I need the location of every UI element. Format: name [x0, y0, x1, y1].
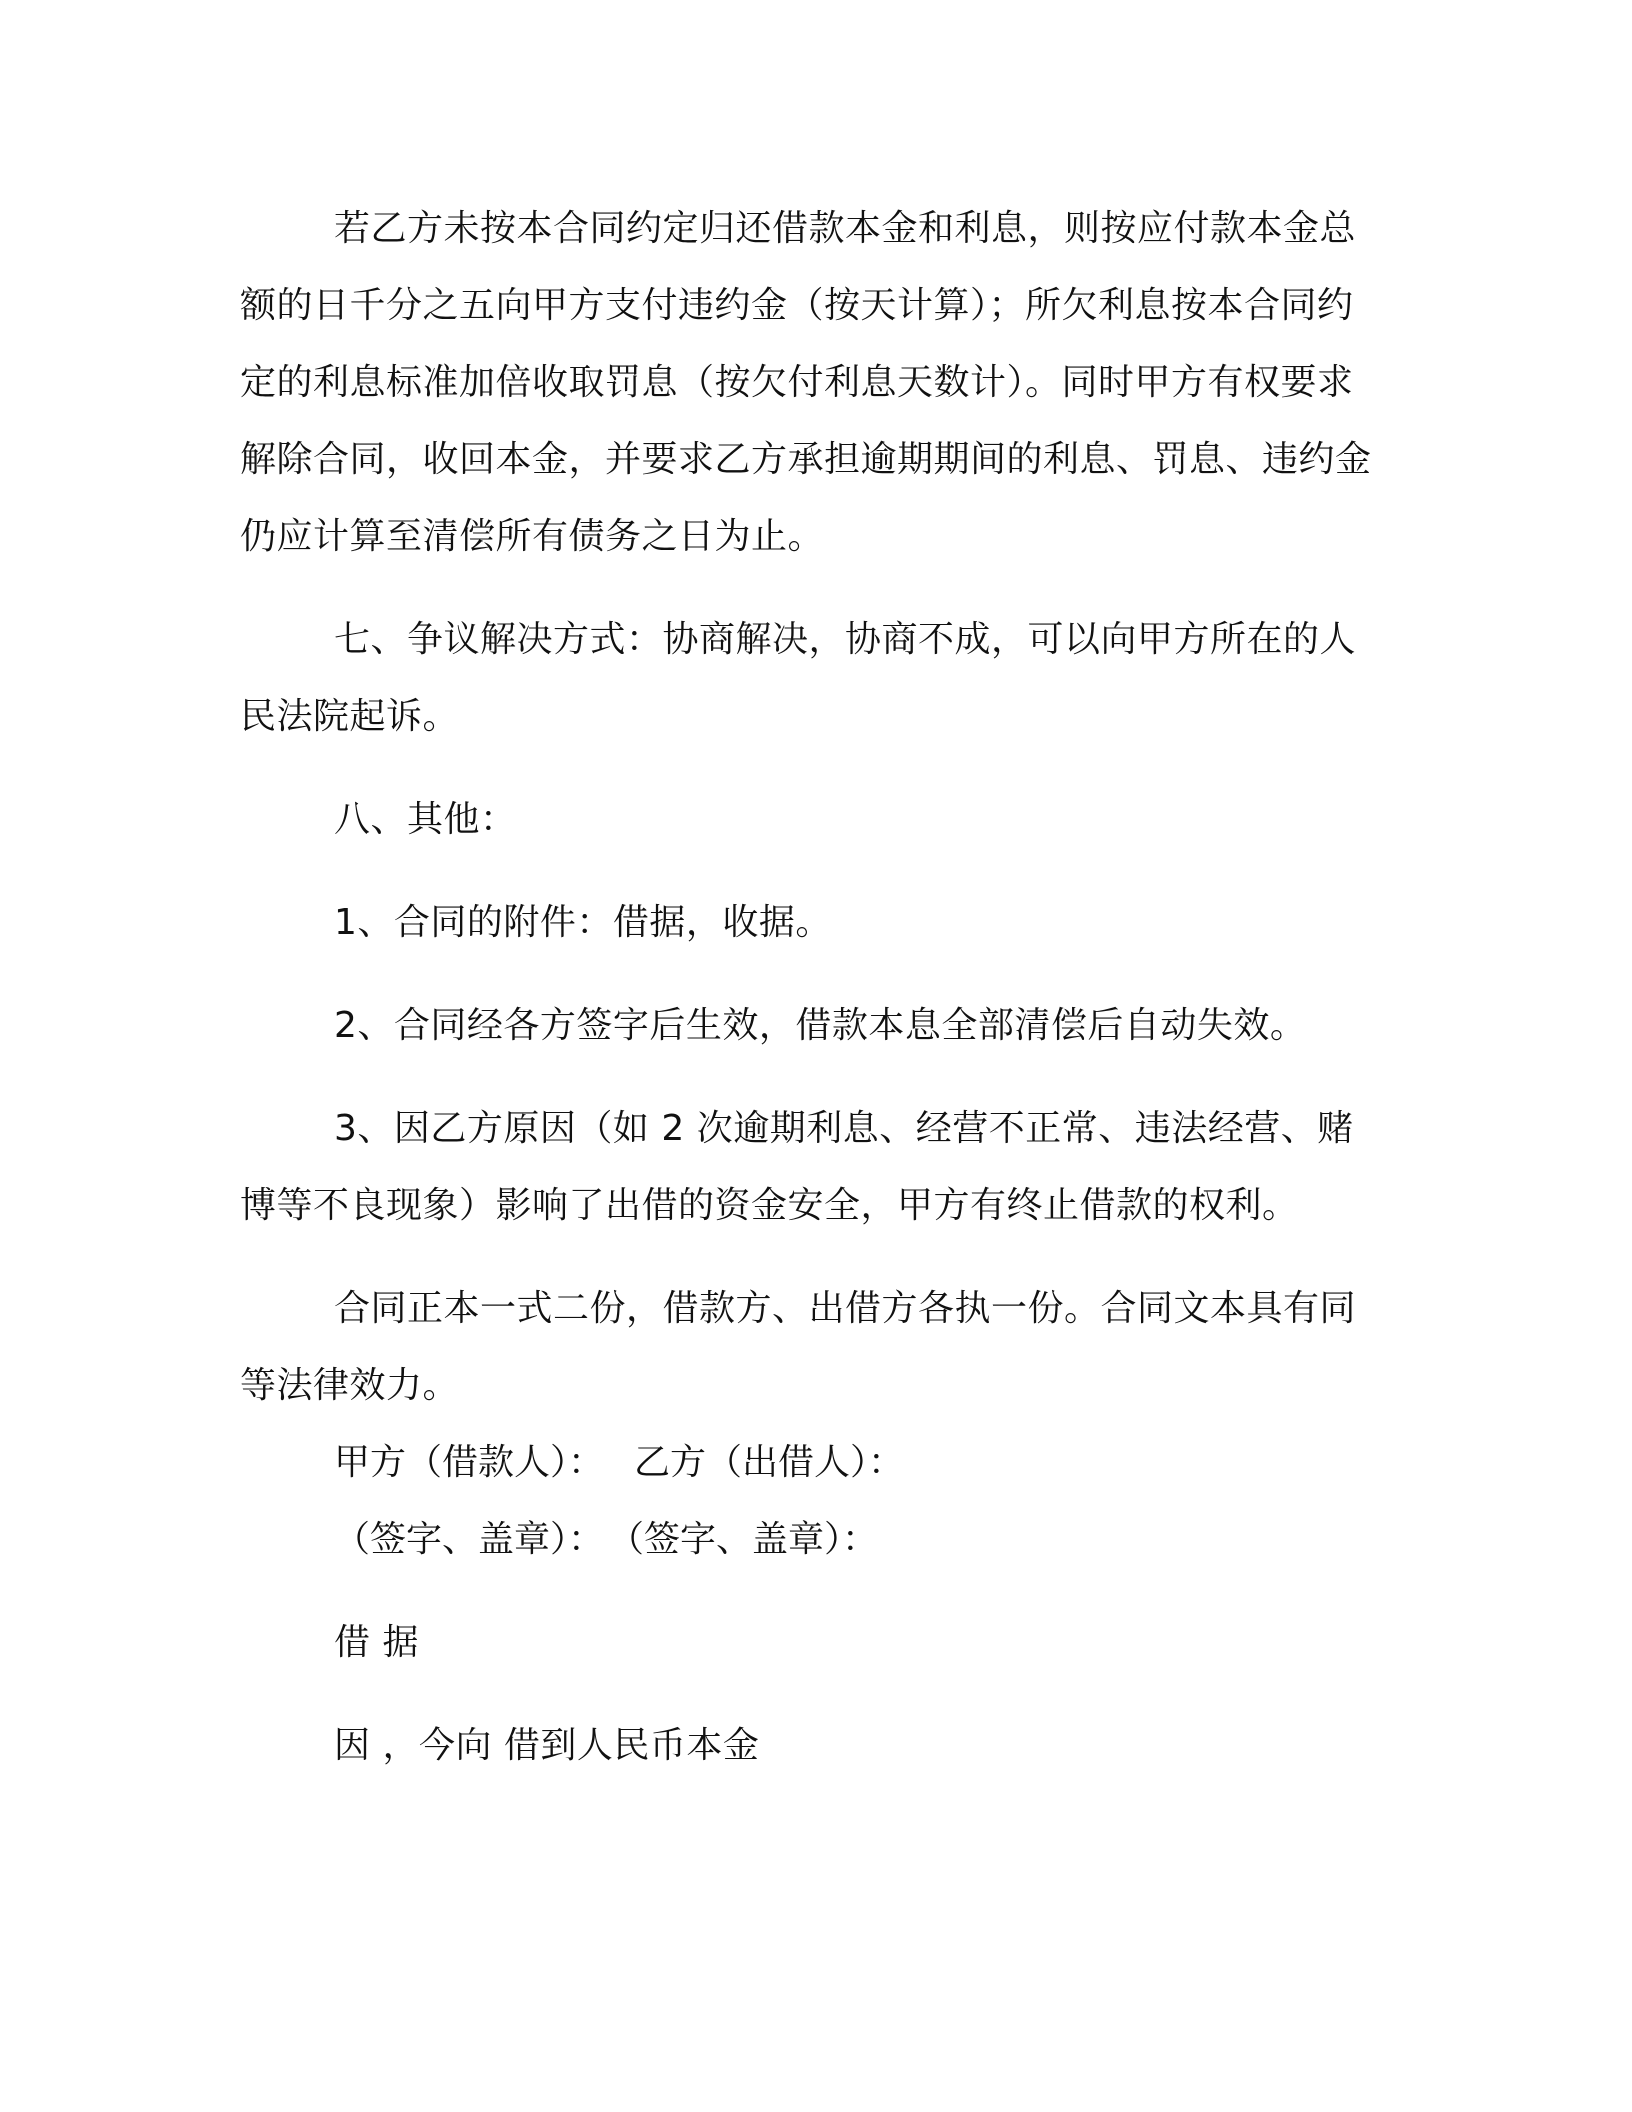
other-heading: 八、其他：: [334, 799, 517, 840]
party-a-label: 甲方（借款人）：: [334, 1442, 605, 1483]
signature-seal-line: [240, 1501, 1380, 1578]
sign-a-label: （签字、盖章）：: [334, 1519, 605, 1560]
other-item-3: 3、因乙方原因（如 2 次逾期利息、经营不正常、违法经营、赌博等不良现象）影响了出借的资金安全，甲方有终止借款的权利。: [240, 1108, 1354, 1226]
other-item-1: 1、合同的附件：借据，收据。: [334, 902, 832, 943]
receipt-line: 因 ，今向 借到人民币本金: [334, 1725, 760, 1766]
signature-parties-line: [240, 1424, 1380, 1501]
other-item-2: 2、合同经各方签字后生效，借款本息全部清偿后自动失效。: [334, 1005, 1307, 1046]
document-body: [240, 190, 1380, 1784]
copies-clause: 合同正本一式二份，借款方、出借方各执一份。合同文本具有同等法律效力。: [240, 1288, 1357, 1406]
receipt-title: 借 据: [334, 1622, 419, 1663]
penalty-clause: 若乙方未按本合同约定归还借款本金和利息，则按应付款本金总额的日千分之五向甲方支付违约金（按天计算）；所欠利息按本合同约定的利息标准加倍收取罚息（按欠付利息天数计）。同时甲方有权要求解除合同，收回本金，并要求乙方承担逾期期间的利息、罚息、违约金仍应计算至清偿所有债务之日为止。: [240, 208, 1372, 557]
sign-b-label: （签字、盖章）：: [626, 1519, 879, 1560]
party-b-label: 乙方（出借人）：: [634, 1442, 905, 1483]
dispute-clause: 七、争议解决方式：协商解决，协商不成，可以向甲方所在的人民法院起诉。: [240, 619, 1357, 737]
